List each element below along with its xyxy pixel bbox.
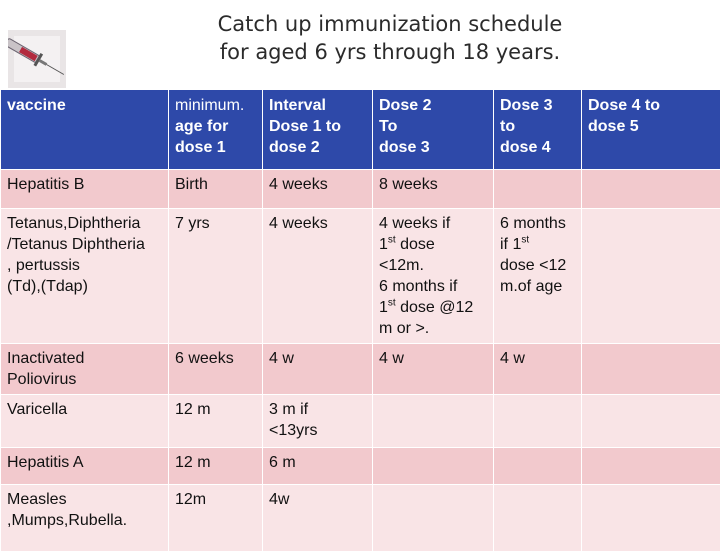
- dose3-cell: [494, 170, 582, 209]
- min-age-cell: 12 m: [169, 448, 263, 485]
- dose2-cell: 8 weeks: [373, 170, 494, 209]
- title-line-2: for aged 6 yrs through 18 years.: [180, 38, 600, 66]
- min-age-cell: 12 m: [169, 395, 263, 448]
- interval-cell: 6 m: [263, 448, 373, 485]
- header-row: [1, 90, 720, 170]
- header-vaccine: vaccine: [1, 90, 169, 170]
- dose4-cell: [582, 395, 720, 448]
- dose4-cell: [582, 209, 720, 344]
- page-title: [180, 10, 600, 66]
- header-min-age: minimum. age for dose 1: [169, 90, 263, 170]
- dose3-cell: 4 w: [494, 344, 582, 395]
- table-row: [1, 485, 720, 552]
- dose3-cell: [494, 485, 582, 552]
- vaccine-cell: Varicella: [1, 395, 169, 448]
- dose3-cell: [494, 395, 582, 448]
- vaccine-cell: Hepatitis A: [1, 448, 169, 485]
- dose4-cell: [582, 485, 720, 552]
- interval-cell: 4 weeks: [263, 170, 373, 209]
- dose4-cell: [582, 448, 720, 485]
- dose4-cell: [582, 344, 720, 395]
- dose2-cell: 4 w: [373, 344, 494, 395]
- schedule-table: [0, 89, 720, 552]
- vaccine-cell: Inactivated Poliovirus: [1, 344, 169, 395]
- dose2-cell: [373, 395, 494, 448]
- interval-cell: 4w: [263, 485, 373, 552]
- vaccine-cell: Tetanus,Diphtheria /Tetanus Diphtheria , pertussis (Td),(Tdap): [1, 209, 169, 344]
- dose3-cell: 6 months if 1st dose <12 m.of age: [494, 209, 582, 344]
- min-age-cell: 12m: [169, 485, 263, 552]
- dose2-cell: [373, 485, 494, 552]
- table-row: [1, 170, 720, 209]
- vaccine-cell: Hepatitis B: [1, 170, 169, 209]
- interval-cell: 4 w: [263, 344, 373, 395]
- min-age-cell: 6 weeks: [169, 344, 263, 395]
- min-age-cell: Birth: [169, 170, 263, 209]
- header-dose3: Dose 3 to dose 4: [494, 90, 582, 170]
- table-row: [1, 209, 720, 344]
- dose3-cell: [494, 448, 582, 485]
- min-age-cell: 7 yrs: [169, 209, 263, 344]
- dose4-cell: [582, 170, 720, 209]
- interval-cell: 4 weeks: [263, 209, 373, 344]
- vaccine-cell: Measles ,Mumps,Rubella.: [1, 485, 169, 552]
- syringe-icon: [8, 30, 66, 88]
- interval-cell: 3 m if <13yrs: [263, 395, 373, 448]
- header-interval: Interval Dose 1 to dose 2: [263, 90, 373, 170]
- header-dose4: Dose 4 to dose 5: [582, 90, 720, 170]
- header-dose2: Dose 2 To dose 3: [373, 90, 494, 170]
- table-row: [1, 448, 720, 485]
- dose2-cell: [373, 448, 494, 485]
- table-row: [1, 344, 720, 395]
- dose2-cell: 4 weeks if 1st dose <12m. 6 months if 1st dose @12 m or >.: [373, 209, 494, 344]
- title-line-1: Catch up immunization schedule: [180, 10, 600, 38]
- table-row: [1, 395, 720, 448]
